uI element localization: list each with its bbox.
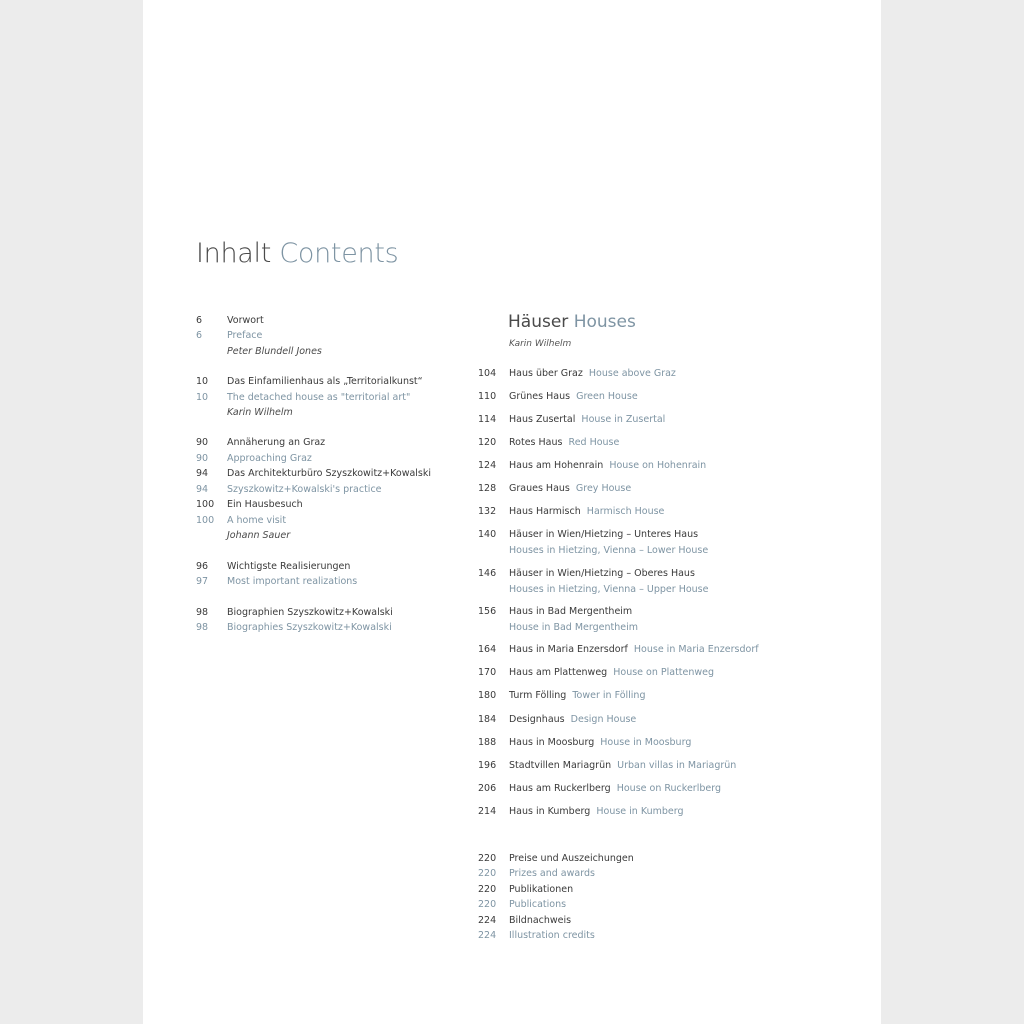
page-number: 220: [478, 868, 497, 879]
houses-section-author: Karin Wilhelm: [509, 339, 572, 349]
entry-title: Biographien Szyszkowitz+Kowalski: [227, 607, 393, 618]
page-number: 98: [196, 607, 209, 618]
section-title-english: Houses: [573, 312, 636, 332]
page-number: 224: [478, 915, 497, 926]
entry-title: Most important realizations: [227, 576, 358, 587]
entry-title: Haus in Maria Enzersdorf House in Maria Enzersdorf: [509, 644, 759, 655]
entry-title: Prizes and awards: [509, 868, 595, 879]
entry-title: Häuser in Wien/Hietzing – Unteres Haus: [509, 529, 699, 540]
entry-title: Turm Fölling Tower in Fölling: [509, 690, 646, 701]
page-number: 100: [196, 499, 215, 510]
page-number: 180: [478, 690, 497, 701]
page-number: 196: [478, 760, 497, 771]
entry-title: Häuser in Wien/Hietzing – Oberes Haus: [509, 568, 695, 579]
title-german: Inhalt: [196, 238, 272, 269]
page-number: 146: [478, 568, 497, 579]
entry-title: Graues Haus Grey House: [509, 483, 632, 494]
entry-title: Approaching Graz: [227, 453, 312, 464]
page-number: 97: [196, 576, 209, 587]
entry-title: Grünes Haus Green House: [509, 391, 638, 402]
page-number: 96: [196, 561, 209, 572]
page-number: 156: [478, 606, 497, 617]
page-number: 104: [478, 368, 497, 379]
page-number: 98: [196, 622, 209, 633]
page-number: 10: [196, 376, 209, 387]
entry-title: Biographies Szyszkowitz+Kowalski: [227, 622, 392, 633]
entry-title: Haus über Graz House above Graz: [509, 368, 676, 379]
page-number: 6: [196, 315, 203, 326]
entry-title: Vorwort: [227, 315, 264, 326]
page-number: 206: [478, 783, 497, 794]
entry-title: Stadtvillen Mariagrün Urban villas in Mariagrün: [509, 760, 737, 771]
page-number: 10: [196, 392, 209, 403]
entry-title: House in Bad Mergentheim: [509, 622, 639, 633]
page-number: 94: [196, 468, 209, 479]
entry-title: Preface: [227, 330, 263, 341]
page-number: 220: [478, 899, 497, 910]
page-number: 184: [478, 714, 497, 725]
page-number: 124: [478, 460, 497, 471]
page-number: 128: [478, 483, 497, 494]
entry-title: Haus in Moosburg House in Moosburg: [509, 737, 692, 748]
page-title: [196, 238, 398, 269]
entry-title: A home visit: [227, 515, 287, 526]
entry-title: Illustration credits: [509, 930, 595, 941]
entry-title: Publikationen: [509, 884, 574, 895]
entry-title: Ein Hausbesuch: [227, 499, 303, 510]
entry-title: Wichtigste Realisierungen: [227, 561, 351, 572]
page-number: 100: [196, 515, 215, 526]
section-title-german: Häuser: [508, 312, 569, 332]
page-number: 188: [478, 737, 497, 748]
entry-author: Johann Sauer: [227, 530, 291, 541]
page-number: 120: [478, 437, 497, 448]
page-number: 94: [196, 484, 209, 495]
entry-author: Peter Blundell Jones: [227, 346, 322, 357]
entry-title: Haus am Hohenrain House on Hohenrain: [509, 460, 707, 471]
entry-title: Haus Zusertal House in Zusertal: [509, 414, 666, 425]
entry-title: Preise und Auszeichungen: [509, 853, 634, 864]
page-number: 90: [196, 453, 209, 464]
entry-title: Haus am Ruckerlberg House on Ruckerlberg: [509, 783, 721, 794]
entry-title: Das Architekturbüro Szyszkowitz+Kowalski: [227, 468, 432, 479]
page-number: 170: [478, 667, 497, 678]
page-number: 140: [478, 529, 497, 540]
entry-author: Karin Wilhelm: [227, 407, 293, 418]
entry-title: Haus in Kumberg House in Kumberg: [509, 806, 684, 817]
entry-title: The detached house as "territorial art": [227, 392, 411, 403]
entry-title: Das Einfamilienhaus als „Territorialkunst“: [227, 376, 423, 387]
entry-title: Haus in Bad Mergentheim: [509, 606, 633, 617]
entry-title: Haus Harmisch Harmisch House: [509, 506, 665, 517]
page-number: 220: [478, 884, 497, 895]
title-english: Contents: [279, 238, 399, 269]
entry-title: Designhaus Design House: [509, 714, 637, 725]
page-number: 214: [478, 806, 497, 817]
page-number: 110: [478, 391, 497, 402]
entry-title: Houses in Hietzing, Vienna – Upper House: [509, 584, 709, 595]
entry-title: Bildnachweis: [509, 915, 572, 926]
entry-title: Publications: [509, 899, 567, 910]
page-number: 90: [196, 437, 209, 448]
entry-title: Szyszkowitz+Kowalski's practice: [227, 484, 382, 495]
entry-title: Annäherung an Graz: [227, 437, 326, 448]
page-number: 224: [478, 930, 497, 941]
page-number: 132: [478, 506, 497, 517]
page-number: 114: [478, 414, 497, 425]
page-number: 164: [478, 644, 497, 655]
entry-title: Haus am Plattenweg House on Plattenweg: [509, 667, 715, 678]
houses-section-title: [508, 312, 636, 332]
entry-title: Houses in Hietzing, Vienna – Lower House: [509, 545, 709, 556]
page-number: 6: [196, 330, 203, 341]
page-number: 220: [478, 853, 497, 864]
entry-title: Rotes Haus Red House: [509, 437, 620, 448]
